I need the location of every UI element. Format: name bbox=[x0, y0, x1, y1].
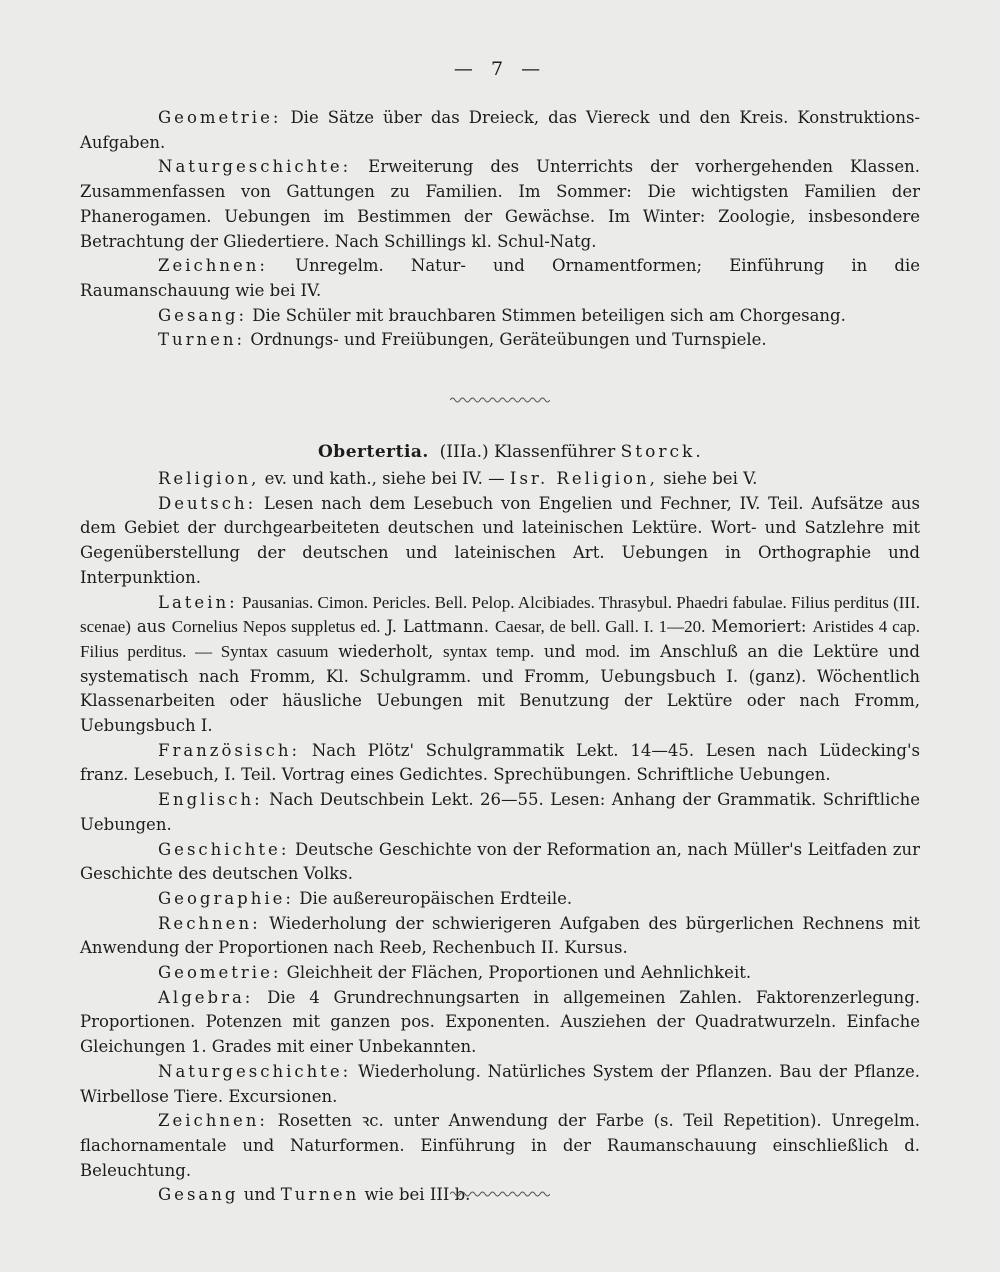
subject-label: Gesang bbox=[158, 1185, 239, 1205]
wavy-divider-top bbox=[450, 396, 550, 404]
paragraph-zeichnen bbox=[80, 254, 920, 303]
section-obertertia bbox=[80, 439, 920, 1208]
paragraph-turnen bbox=[80, 328, 920, 353]
subject-label: Naturgeschichte: bbox=[158, 157, 352, 177]
subject-label: Französisch: bbox=[158, 740, 301, 760]
subject-text: Die 4 Grundrechnungsarten in allgemeinen Zahlen. Faktorenzerlegung. Proportionen. Potenzen mit ganzen pos. Exponenten. Ausziehen der Quadratwurzeln. Einfache Gleichungen 1. Grades mit einer Unbekannten. bbox=[80, 987, 920, 1057]
subject-label: Geschichte: bbox=[158, 839, 290, 859]
subject-text: Die Sätze über das Dreieck, das Viereck und den Kreis. Konstruktions-Aufgaben. bbox=[80, 108, 920, 152]
paragraph-geschichte bbox=[80, 838, 920, 887]
subject-label: Geometrie: bbox=[158, 108, 282, 127]
paragraph-englisch bbox=[80, 788, 920, 837]
paragraph-deutsch bbox=[80, 492, 920, 591]
subject-label: Zeichnen: bbox=[158, 256, 268, 276]
paragraph-franzoesisch bbox=[80, 739, 920, 788]
paragraph-algebra bbox=[80, 986, 920, 1060]
class-code: (IIIa.) bbox=[439, 442, 489, 462]
subject-text: Wiederholung. Natürliches System der Pflanzen. Bau der Pflanze. Wirbellose Tiere. Excursionen. bbox=[80, 1061, 920, 1106]
subject-label: Isr. Religion, bbox=[509, 469, 658, 488]
subject-text: aus bbox=[130, 617, 172, 637]
subject-label: Algebra: bbox=[158, 987, 254, 1007]
subject-text: und bbox=[238, 1185, 281, 1205]
subject-text: im Anschluß an die Lektüre und systematisch nach Fromm, Kl. Schulgramm. und Fromm, Uebungsbuch I. (ganz). Wöchentlich Klassenarbeiten oder häusliche Uebungen mit Benutzung der Lektüre oder nach Fromm, Uebungsbuch I. bbox=[80, 641, 920, 736]
subject-text: und bbox=[534, 641, 586, 661]
paragraph-geometrie-2 bbox=[80, 961, 920, 986]
paragraph-naturgeschichte-2 bbox=[80, 1060, 920, 1109]
subject-label: Gesang: bbox=[158, 305, 247, 325]
subject-label: Turnen: bbox=[158, 330, 246, 350]
subject-label: Religion, bbox=[158, 469, 260, 488]
paragraph-zeichnen-2 bbox=[80, 1109, 920, 1183]
subject-text: Nach Deutschbein Lekt. 26—55. Lesen: Anhang der Grammatik. Schriftliche Uebungen. bbox=[80, 790, 920, 834]
subject-text: Gleichheit der Flächen, Proportionen und Aehnlichkeit. bbox=[281, 963, 752, 983]
paragraph-religion bbox=[80, 467, 920, 492]
section-heading bbox=[80, 439, 920, 465]
subject-text: Die außereuropäischen Erdteile. bbox=[293, 888, 573, 908]
subject-label: Turnen bbox=[280, 1185, 360, 1205]
subject-text: J. Lattmann. bbox=[380, 617, 495, 637]
subject-text: Rosetten ꝛc. unter Anwendung der Farbe (s. Teil Repetition). Unregelm. flachornamentale und Naturformen. Einführung in der Raumanschauung einschließlich d. Beleuchtung. bbox=[80, 1111, 920, 1180]
subject-text: Unregelm. Natur- und Ornamentformen; Einführung in die Raumanschauung wie bei IV. bbox=[80, 256, 920, 300]
latin-text: Pausanias. Cimon. Pericles. Bell. Pelop. Alcibiades. Thrasybul. Phaedri fabulae. Filius perditus (III. scenae) bbox=[80, 592, 920, 637]
teacher-label: Klassenführer bbox=[494, 442, 616, 462]
subject-label: Deutsch: bbox=[158, 493, 257, 513]
class-title: Obertertia. bbox=[318, 442, 429, 462]
paragraph-rechnen bbox=[80, 912, 920, 961]
latin-text: syntax temp. bbox=[442, 641, 535, 661]
latin-text: Caesar, de bell. Gall. I. 1—20. bbox=[494, 617, 706, 637]
subject-text: wiederholt, bbox=[328, 641, 443, 661]
paragraph-gesang bbox=[80, 304, 920, 329]
teacher-name: Storck. bbox=[620, 442, 704, 462]
subject-label: Naturgeschichte: bbox=[158, 1061, 352, 1081]
paragraph-latein bbox=[80, 591, 920, 739]
subject-label: Geographie: bbox=[158, 888, 294, 908]
subject-text: Memoriert: bbox=[705, 617, 813, 637]
wavy-divider-bottom bbox=[450, 1190, 550, 1198]
subject-text: Wiederholung der schwierigeren Aufgaben des bürgerlichen Rechnens mit Anwendung der Proportionen nach Reeb, Rechenbuch II. Kursus. bbox=[80, 913, 920, 958]
page-number: — 7 — bbox=[453, 58, 547, 80]
latin-text: Cornelius Nepos suppletus ed. bbox=[171, 617, 381, 637]
paragraph-naturgeschichte bbox=[80, 155, 920, 254]
subject-text: Ordnungs- und Freiübungen, Geräteübungen und Turnspiele. bbox=[245, 330, 767, 350]
latin-text: mod. bbox=[585, 641, 620, 661]
subject-label: Zeichnen: bbox=[158, 1111, 268, 1131]
subject-text: Die Schüler mit brauchbaren Stimmen beteiligen sich am Chorgesang. bbox=[247, 305, 846, 325]
subject-text: Erweiterung des Unterrichts der vorhergehenden Klassen. Zusammenfassen von Gattungen zu Familien. Im Sommer: Die wichtigsten Familien der Phanerogamen. Uebungen im Bestimmen der Gewächse. Im Winter: Zoologie, insbesondere Betrachtung der Gliedertiere. Nach Schillings kl. Schul-Natg. bbox=[80, 157, 920, 251]
subject-label: Englisch: bbox=[158, 790, 263, 810]
subject-text: siehe bei V. bbox=[657, 469, 758, 488]
paragraph-geographie bbox=[80, 887, 920, 912]
subject-text: ev. und kath., siehe bei IV. — bbox=[259, 469, 510, 488]
subject-text: wie bei III b. bbox=[359, 1185, 471, 1205]
subject-label: Rechnen: bbox=[158, 913, 261, 933]
subject-label: Geometrie: bbox=[158, 963, 282, 983]
subject-label: Latein: bbox=[158, 592, 238, 612]
paragraph-geometrie bbox=[80, 106, 920, 155]
latin-text: Aristides 4 cap. Filius perditus. — Syntax casuum bbox=[80, 617, 920, 661]
section-previous-class bbox=[80, 106, 920, 353]
subject-text: Deutsche Geschichte von der Reformation an, nach Müller's Leitfaden zur Geschichte des deutschen Volks. bbox=[80, 839, 920, 884]
subject-text: Nach Plötz' Schulgrammatik Lekt. 14—45. Lesen nach Lüdecking's franz. Lesebuch, I. Teil. Vortrag eines Gedichtes. Sprechübungen. Schriftliche Uebungen. bbox=[80, 740, 920, 785]
subject-text: Lesen nach dem Lesebuch von Engelien und Fechner, IV. Teil. Aufsätze aus dem Gebiet der durchgearbeiteten deutschen und lateinischen Lektüre. Wort- und Satzlehre mit Gegenüberstellung der deutschen und lateinischen Art. Uebungen in Orthographie und Interpunktion. bbox=[80, 493, 920, 587]
